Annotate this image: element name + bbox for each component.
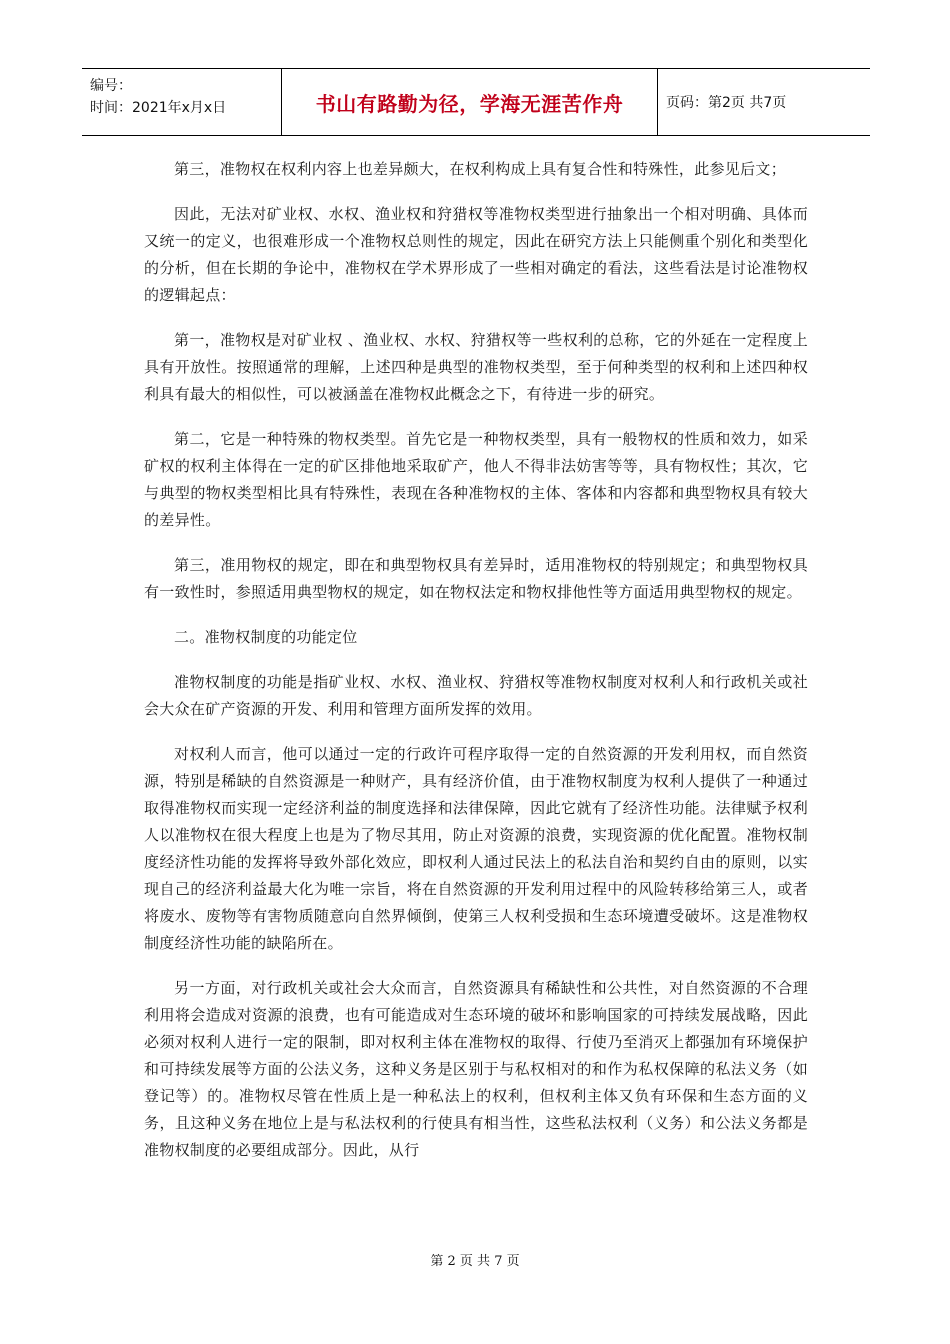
paragraph: 第一，准物权是对矿业权 、渔业权、水权、狩猎权等一些权利的总称，它的外延在一定程度上具有开放性。按照通常的理解，上述四种是典型的准物权类型，至于何种类型的权利和上述四种权利具有最大的相似性，可以被涵盖在准物权此概念之下，有待进一步的研究。 bbox=[144, 331, 808, 403]
document-body bbox=[144, 156, 808, 1182]
page-code: 页码：第2页 共7页 bbox=[666, 95, 787, 111]
section-heading: 二。准物权制度的功能定位 bbox=[174, 628, 358, 646]
page-footer bbox=[0, 1250, 950, 1269]
paragraph: 第三，准用物权的规定，即在和典型物权具有差异时，适用准物权的特别规定；和典型物权具有一致性时，参照适用典型物权的规定，如在物权法定和物权排他性等方面适用典型物权的规定。 bbox=[144, 556, 808, 601]
paragraph: 对权利人而言，他可以通过一定的行政许可程序取得一定的自然资源的开发利用权，而自然资源，特别是稀缺的自然资源是一种财产，具有经济价值，由于准物权制度为权利人提供了一种通过取得准物权而实现一定经济利益的制度选择和法律保障，因此它就有了经济性功能。法律赋予权利人以准物权在很大程度上也是为了物尽其用，防止对资源的浪费，实现资源的优化配置。准物权制度经济性功能的发挥将导致外部化效应，即权利人通过民法上的私法自治和契约自由的原则，以实现自己的经济利益最大化为唯一宗旨，将在自然资源的开发利用过程中的风险转移给第三人，或者将废水、废物等有害物质随意向自然界倾倒，使第三人权利受损和生态环境遭受破坏。这是准物权制度经济性功能的缺陷所在。 bbox=[144, 745, 808, 952]
paragraph: 另一方面，对行政机关或社会大众而言，自然资源具有稀缺性和公共性，对自然资源的不合理利用将会造成对资源的浪费，也有可能造成对生态环境的破坏和影响国家的可持续发展战略，因此必须对权利人进行一定的限制，即对权利主体在准物权的取得、行使乃至消灭上都强加有环境保护和可持续发展等方面的公法义务，这种义务是区别于与私权相对的和作为私权保障的私法义务（如登记等）的。准物权尽管在性质上是一种私法上的权利，但权利主体又负有环保和生态方面的义务，且这种义务在地位上是与私法权利的行使具有相当性，这些私法权利（义务）和公法义务都是准物权制度的必要组成部分。因此，从行 bbox=[144, 979, 808, 1159]
paragraph: 第二，它是一种特殊的物权类型。首先它是一种物权类型，具有一般物权的性质和效力，如采矿权的权利主体得在一定的矿区排他地采取矿产，他人不得非法妨害等等，具有物权性；其次，它与典型的物权类型相比具有特殊性，表现在各种准物权的主体、客体和内容都和典型物权具有较大的差异性。 bbox=[144, 430, 808, 529]
header-meta bbox=[82, 69, 282, 135]
header-motto-cell bbox=[282, 69, 658, 135]
paragraph: 第三，准物权在权利内容上也差异颇大，在权利构成上具有复合性和特殊性，此参见后文； bbox=[174, 160, 787, 178]
motto: 书山有路勤为径，学海无涯苦作舟 bbox=[315, 91, 624, 116]
paragraph: 因此，无法对矿业权、水权、渔业权和狩猎权等准物权类型进行抽象出一个相对明确、具体而又统一的定义，也很难形成一个准物权总则性的规定，因此在研究方法上只能侧重个别化和类型化的分析，但在长期的争论中，准物权在学术界形成了一些相对确定的看法，这些看法是讨论准物权的逻辑起点： bbox=[144, 205, 808, 304]
header-page-cell bbox=[658, 69, 870, 135]
time-label: 时间：2021年x月x日 bbox=[90, 100, 227, 116]
footer-page-number: 第 2 页 共 7 页 bbox=[430, 1254, 520, 1269]
document-header bbox=[82, 68, 870, 136]
number-label: 编号： bbox=[90, 78, 132, 94]
paragraph: 准物权制度的功能是指矿业权、水权、渔业权、狩猎权等准物权制度对权利人和行政机关或社会大众在矿产资源的开发、利用和管理方面所发挥的效用。 bbox=[144, 673, 808, 718]
